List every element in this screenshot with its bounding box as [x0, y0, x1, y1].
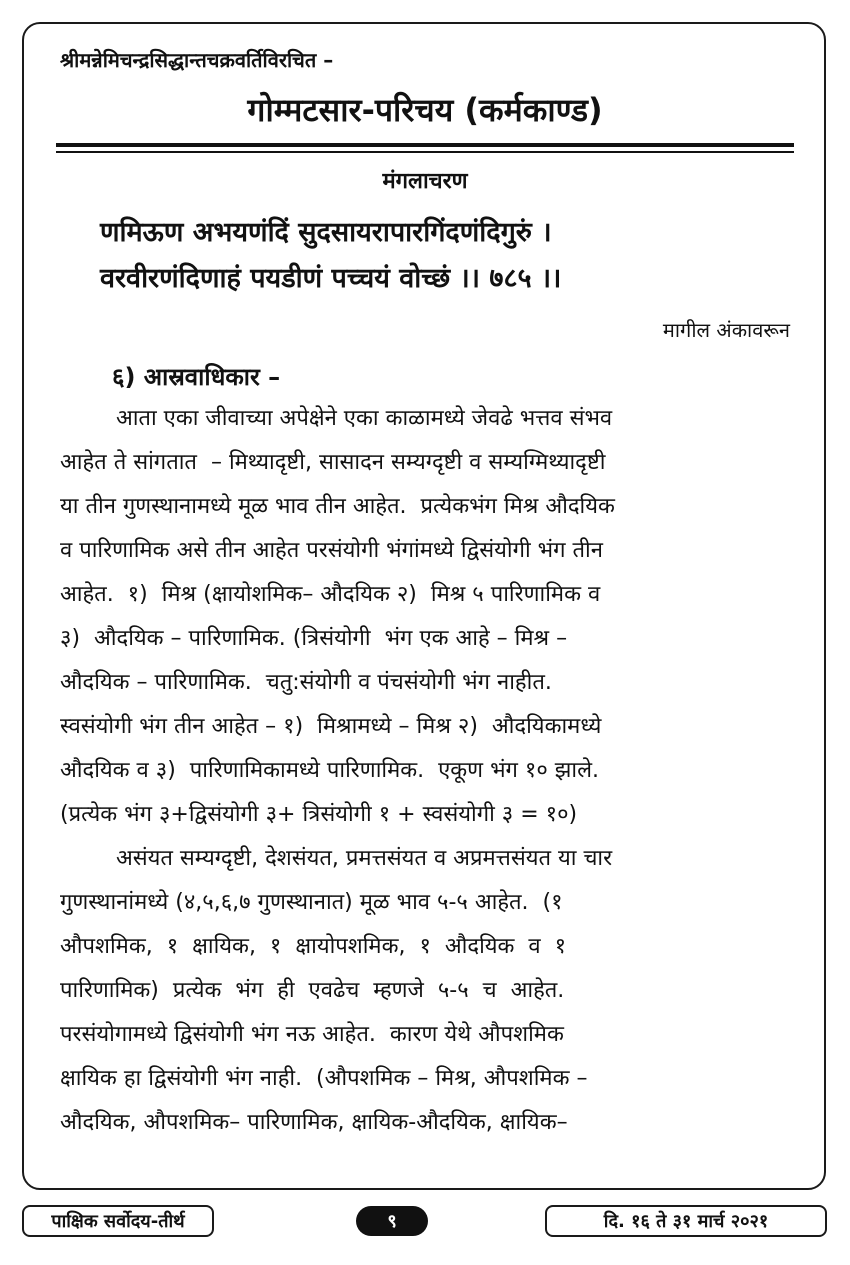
- body-line: पारिणामिक) प्रत्येक भंग ही एवढेच म्हणजे ५-५ च आहेत.: [60, 978, 565, 1003]
- body-line: असंयत सम्यग्दृष्टी, देशसंयत, प्रमत्तसंयत व अप्रमत्तसंयत या चार: [60, 846, 613, 871]
- mangalacharan-heading: मंगलाचरण: [382, 169, 468, 194]
- publication-name: [22, 1205, 214, 1237]
- body-line: व पारिणामिक असे तीन आहेत परसंयोगी भंगांमध्ये द्विसंयोगी भंग तीन: [60, 538, 603, 563]
- section-heading: ६) आस्रवाधिकार –: [112, 363, 281, 391]
- page-number: [356, 1206, 428, 1236]
- body-line: औदयिक, औपशमिक– पारिणामिक, क्षायिक-औदयिक, क्षायिक–: [60, 1110, 568, 1135]
- verse-line-1: णमिऊण अभयणंदिं सुदसायरापारगिंदणंदिगुरुं ।: [100, 217, 552, 248]
- verse-line-2: वरवीरणंदिणाहं पयडीणं पच्चयं वोच्छं ।। ७८५ ।।: [100, 263, 562, 294]
- body-line: ३) औदयिक – पारिणामिक. (त्रिसंयोगी भंग एक आहे – मिश्र –: [60, 626, 568, 651]
- body-line: आहेत. १) मिश्र (क्षायोशमिक– औदयिक २) मिश्र ५ पारिणामिक व: [60, 582, 601, 607]
- body-line: परसंयोगामध्ये द्विसंयोगी भंग नऊ आहेत. कारण येथे औपशमिक: [60, 1022, 564, 1047]
- body-line: औदयिक – पारिणामिक. चतु:संयोगी व पंचसंयोगी भंग नाहीत.: [60, 670, 552, 695]
- body-line: औदयिक व ३) पारिणामिकामध्ये पारिणामिक. एकूण भंग १० झाले.: [60, 758, 600, 783]
- body-line: गुणस्थानांमध्ये (४,५,६,७ गुणस्थानात) मूळ भाव ५-५ आहेत. (१: [60, 890, 563, 915]
- body-line: या तीन गुणस्थानामध्ये मूळ भाव तीन आहेत. प्रत्येकभंग मिश्र औदयिक: [60, 494, 615, 519]
- body-line: आहेत ते सांगतात – मिथ्यादृष्टी, सासादन सम्यग्दृष्टी व सम्यग्मिथ्यादृष्टी: [60, 450, 606, 475]
- body-line: औपशमिक, १ क्षायिक, १ क्षायोपशमिक, १ औदयिक व १: [60, 934, 567, 959]
- title-rule-thin: [56, 151, 794, 153]
- body-line: आता एका जीवाच्या अपेक्षेने एका काळामध्ये जेवढे भत्तव संभव: [60, 406, 613, 431]
- title-rule-thick: [56, 143, 794, 147]
- body-line: क्षायिक हा द्विसंयोगी भंग नाही. (औपशमिक – मिश्र, औपशमिक –: [60, 1066, 588, 1091]
- author-line: श्रीमन्नेमिचन्द्रसिद्धान्तचक्रवर्तिविरचित –: [60, 48, 334, 72]
- issue-date: [545, 1205, 827, 1237]
- continued-note: मागील अंकावरून: [662, 318, 790, 342]
- page-number-label: ९: [387, 1211, 397, 1232]
- body-line: (प्रत्येक भंग ३+द्विसंयोगी ३+ त्रिसंयोगी १ + स्वसंयोगी ३ = १०): [60, 802, 578, 827]
- page-title: गोम्मटसार-परिचय (कर्मकाण्ड): [247, 91, 603, 129]
- issue-date-label: दि. १६ ते ३१ मार्च २०२१: [603, 1211, 769, 1232]
- body-line: स्वसंयोगी भंग तीन आहेत – १) मिश्रामध्ये – मिश्र २) औदयिकामध्ये: [60, 714, 602, 739]
- publication-label: पाक्षिक सर्वोदय-तीर्थ: [51, 1211, 185, 1232]
